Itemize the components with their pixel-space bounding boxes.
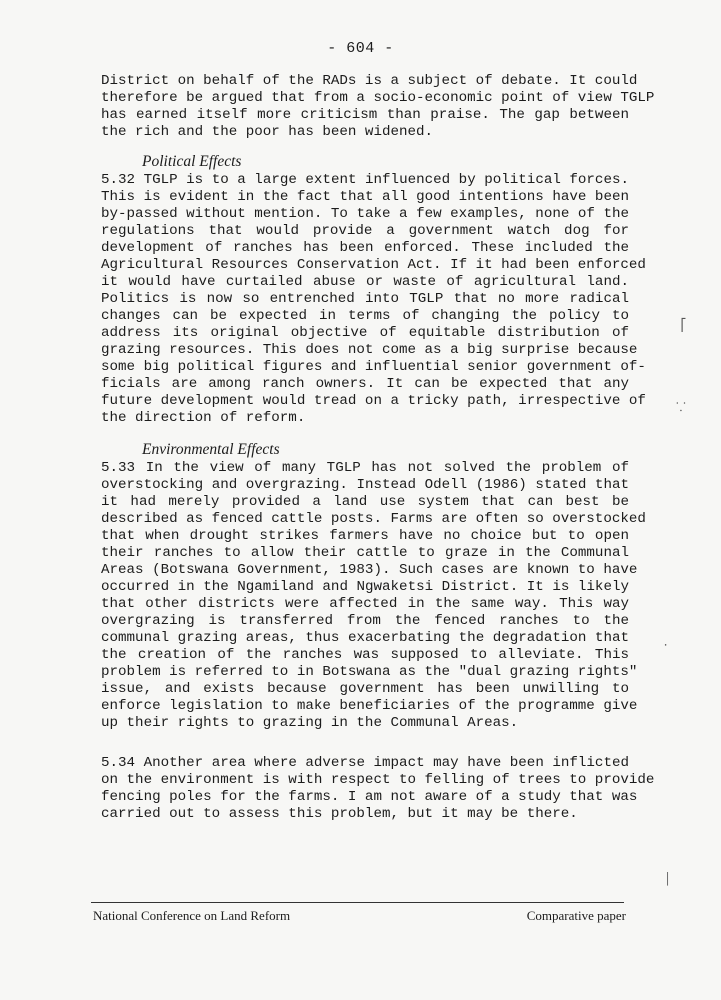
text-line: overstocking and overgrazing. Instead Odell (1986) stated that	[101, 477, 629, 493]
text-line: occurred in the Ngamiland and Ngwaketsi District. It is likely	[101, 579, 629, 595]
footer-rule	[91, 902, 624, 903]
text-line: enforce legislation to make beneficiaries of the programme give	[101, 698, 638, 714]
text-line: their ranches to allow their cattle to graze in the Communal	[101, 545, 629, 561]
footer-paper-type: Comparative paper	[526, 908, 626, 923]
text-line: issue, and exists because government has been unwilling to	[101, 681, 629, 697]
text-line: communal grazing areas, thus exacerbating the degradation that	[101, 630, 629, 646]
text-line: grazing resources. This does not come as a big surprise because	[101, 342, 638, 358]
text-line: therefore be argued that from a socio-economic point of view TGLP	[101, 90, 655, 106]
text-line: it had merely provided a land use system that can best be	[101, 494, 629, 510]
text-line: Agricultural Resources Conservation Act. If it had been enforced	[101, 257, 646, 273]
text-line: changes can be expected in terms of changing the policy to	[101, 308, 629, 324]
text-line: overgrazing is transferred from the fenced ranches to the	[101, 613, 629, 629]
text-line: problem is referred to in Botswana as the "dual grazing rights"	[101, 664, 638, 680]
text-line: the rich and the poor has been widened.	[101, 124, 434, 140]
text-line: fencing poles for the farms. I am not aware of a study that was	[101, 789, 638, 805]
text-line: 5.34 Another area where adverse impact may have been inflicted	[101, 755, 629, 771]
environmental-effects-paragraph	[101, 460, 646, 732]
margin-mark: │	[664, 872, 672, 886]
text-line: Politics is now so entrenched into TGLP that no more radical	[101, 291, 629, 307]
text-line: described as fenced cattle posts. Farms are often so overstocked	[101, 511, 646, 527]
text-line: carried out to assess this problem, but it may be there.	[101, 806, 578, 822]
text-line: the creation of the ranches was supposed to alleviate. This	[101, 647, 629, 663]
text-line: District on behalf of the RADs is a subject of debate. It could	[101, 73, 638, 89]
text-line: that when drought strikes farmers have no choice but to open	[101, 528, 629, 544]
text-line: This is evident in the fact that all good intentions have been	[101, 189, 629, 205]
political-effects-heading: Political Effects	[142, 153, 242, 170]
margin-mark: ⸪	[676, 401, 686, 415]
text-line: Areas (Botswana Government, 1983). Such cases are known to have	[101, 562, 638, 578]
text-line: 5.33 In the view of many TGLP has not solved the problem of	[101, 460, 629, 476]
text-line: that other districts were affected in the same way. This way	[101, 596, 629, 612]
text-line: future development would tread on a tricky path, irrespective of	[101, 393, 646, 409]
page-number: - 604 -	[327, 40, 394, 57]
footer-conference-title: National Conference on Land Reform	[93, 908, 291, 923]
text-line: ficials are among ranch owners. It can be expected that any	[101, 376, 629, 392]
political-effects-paragraph	[101, 172, 646, 427]
text-line: regulations that would provide a government watch dog for	[101, 223, 629, 239]
text-line: has earned itself more criticism than praise. The gap between	[101, 107, 629, 123]
text-line: the direction of reform.	[101, 410, 306, 426]
text-line: by-passed without mention. To take a few examples, none of the	[101, 206, 629, 222]
text-line: development of ranches has been enforced. These included the	[101, 240, 629, 256]
environmental-effects-heading: Environmental Effects	[142, 441, 280, 458]
text-line: 5.32 TGLP is to a large extent influenced by political forces.	[101, 172, 629, 188]
tree-felling-paragraph	[101, 755, 655, 823]
text-line: it would have curtailed abuse or waste of agricultural land.	[101, 274, 629, 290]
text-line: on the environment is with respect to felling of trees to provide	[101, 772, 655, 788]
text-line: address its original objective of equitable distribution of	[101, 325, 629, 341]
intro-paragraph	[101, 73, 655, 141]
text-line: up their rights to grazing in the Communal Areas.	[101, 715, 519, 731]
margin-mark: ⸱	[664, 639, 668, 653]
margin-mark: ⎡	[680, 319, 688, 333]
text-line: some big political figures and influential senior government of-	[101, 359, 646, 375]
